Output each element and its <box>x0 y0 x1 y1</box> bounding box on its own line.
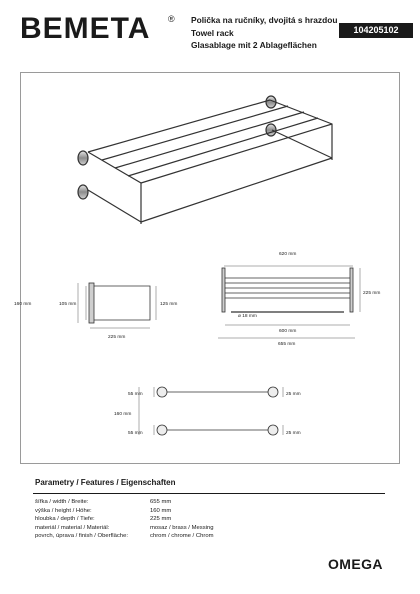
dim-front-dia: ø 18 mm <box>238 314 257 319</box>
front-view <box>218 266 360 338</box>
rail-3 <box>115 112 304 168</box>
top-view <box>139 387 283 435</box>
product-illustration <box>78 96 332 224</box>
top-mount-bottom-left <box>157 425 167 435</box>
bottom-bar <box>141 158 332 222</box>
dim-top-25-upper: 25 mm <box>286 392 301 397</box>
title-de: Glasablage mit 2 Ablageflächen <box>191 40 317 50</box>
bottom-arm-right <box>272 130 332 158</box>
rail-2 <box>102 106 288 160</box>
top-mount-top-right <box>268 387 278 397</box>
wall-mount-right-bottom <box>266 124 276 136</box>
front-mount-right <box>350 268 353 312</box>
spec-label: materiál / material / Materiál: <box>35 524 110 531</box>
spec-label: šířka / width / Breite: <box>35 499 89 505</box>
dim-side-160: 160 mm <box>14 302 32 307</box>
side-frame <box>94 286 150 320</box>
wall-mount-left-top <box>78 151 88 165</box>
rail-4 <box>128 118 318 176</box>
spec-label: výška / height / Höhe: <box>35 507 92 514</box>
dim-top-25-lower: 25 mm <box>286 431 301 436</box>
specs-divider <box>33 493 385 494</box>
rail-1 <box>88 100 270 152</box>
dim-front-620: 620 mm <box>279 252 297 257</box>
brand-logo: BEMETA <box>20 12 151 45</box>
spec-value: 655 mm <box>150 499 172 505</box>
dim-top-160: 160 mm <box>114 412 132 417</box>
dim-top-55-upper: 55 mm <box>128 392 143 397</box>
product-code-badge: 104205102 <box>339 23 413 38</box>
spec-row <box>35 532 214 541</box>
series-name: OMEGA <box>328 556 383 572</box>
spec-value: 160 mm <box>150 507 172 514</box>
spec-row <box>35 507 214 516</box>
title-en: Towel rack <box>191 27 234 38</box>
dim-side-105: 105 mm <box>59 302 77 307</box>
top-mount-bottom-right <box>268 425 278 435</box>
product-titles <box>191 14 337 52</box>
bottom-arm-left <box>88 190 141 222</box>
rail-5 <box>141 124 332 183</box>
spec-label: hloubka / depth / Tiefe: <box>35 516 95 523</box>
spec-row <box>35 524 214 533</box>
dim-side-225: 225 mm <box>108 335 126 340</box>
top-mount-top-left <box>157 387 167 397</box>
side-view <box>78 283 156 328</box>
spec-row <box>35 498 214 507</box>
front-mount-left <box>222 268 225 312</box>
wall-mount-left-bottom <box>78 185 88 199</box>
spec-value: chrom / chrome / Chrom <box>150 533 214 540</box>
side-wall-plate <box>89 283 94 323</box>
dim-front-655: 655 mm <box>278 342 296 347</box>
specs-table <box>35 498 214 541</box>
specs-title: Parametry / Features / Eigenschaften <box>35 478 176 487</box>
dim-front-225: 225 mm <box>363 291 381 296</box>
spec-value: 225 mm <box>150 516 172 523</box>
spec-label: povrch, úprava / finish / Oberfläche: <box>35 533 128 540</box>
dim-side-125: 125 mm <box>160 302 178 307</box>
registered-mark: ® <box>168 14 175 24</box>
spec-value: mosaz / brass / Messing <box>150 524 214 531</box>
technical-drawing <box>14 72 400 464</box>
dim-top-55-lower: 55 mm <box>128 431 143 436</box>
spec-row <box>35 515 214 524</box>
dim-front-600: 600 mm <box>279 329 297 334</box>
title-cz: Polička na ručníky, dvojitá s hrazdou <box>191 15 338 25</box>
